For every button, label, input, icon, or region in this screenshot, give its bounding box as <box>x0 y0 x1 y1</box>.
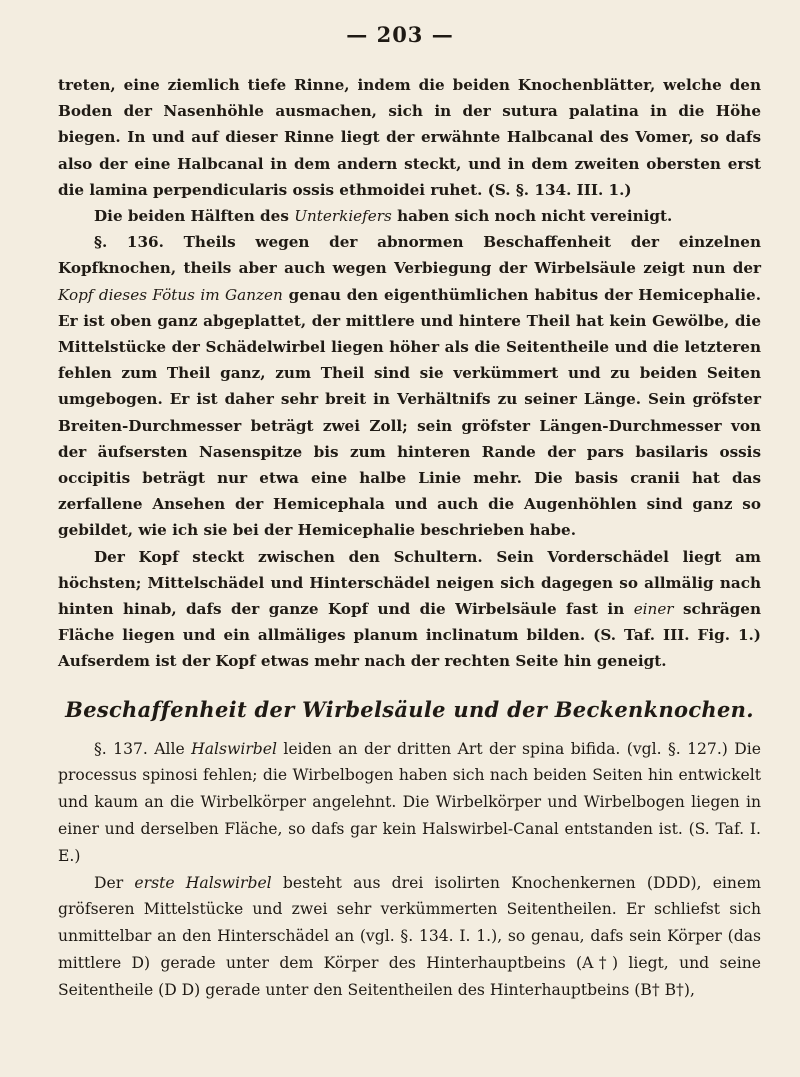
paragraph-p3 <box>58 229 761 543</box>
text-run: Die beiden Hälften des <box>94 207 295 226</box>
paragraph-p2 <box>58 203 761 229</box>
page-body <box>58 72 761 1004</box>
text-run: treten, eine ziemlich tiefe Rinne, indem die beiden Knochenblätter, welche den Boden der Nasenhöhle ausmachen, sich in der sutura palatina in die Höhe biegen. In und auf dieser Rinne liegt der erwähnte Halbcanal des Vomer, so dafs also der eine Halbcanal in dem andern steckt, und in dem zweiten obersten erst die lamina perpendicularis ossis ethmoidei ruhet. (S. §. 134. III. 1.) <box>58 76 761 199</box>
text-run: Der <box>94 873 135 892</box>
text-run: besteht aus drei isolirten Knochenkernen (DDD), einem gröfseren Mittelstücke und zwei sehr verkümmerten Seitentheilen. Er schliefst sich unmittelbar an den Hinterschädel an (vgl. §. 134. I. 1.), so genau, dafs sein Körper (das mittlere D) gerade unter dem Körper des Hinterhauptbeins (A†) liegt, und seine Seitentheile (D D) gerade unter den Seitentheilen des Hinterhauptbeins (B† B†), <box>58 873 761 999</box>
section-heading: Beschaffenheit der Wirbelsäule und der Beckenknochen. <box>65 696 754 722</box>
paragraph-s2 <box>58 870 761 1004</box>
italic-term: Unterkiefers <box>294 207 392 226</box>
page-number: — 203 — <box>346 22 454 47</box>
italic-term: erste Halswirbel <box>134 873 272 892</box>
paragraph-s1 <box>58 736 761 870</box>
text-run: schrägen Fläche liegen und ein allmäliges planum inclinatum bilden. (S. Taf. III. Fig. 1.) Aufserdem ist der Kopf etwas mehr nach der rechten Seite hin geneigt. <box>58 600 762 671</box>
text-run: §. 137. Alle <box>94 739 192 758</box>
text-run: Der Kopf steckt zwischen den Schultern. Sein Vorderschädel liegt am höchsten; Mittelschädel und Hinterschädel neigen sich dagegen so allmälig nach hinten hinab, dafs der ganze Kopf und die Wirbelsäule fast in <box>58 547 761 619</box>
italic-term: Kopf dieses Fötus im Ganzen <box>58 285 283 304</box>
text-run: leiden an der dritten Art der spina bifida. (vgl. §. 127.) Die processus spinosi fehlen; die Wirbelbogen haben sich nach beiden Seiten hin entwickelt und kaum an die Wirbelkörper angelehnt. Die Wirbelkörper und Wirbelbogen liegen in einer und derselben Fläche, so dafs gar kein Halswirbel-Canal entstanden ist. (S. Taf. I. E.) <box>58 739 761 865</box>
text-run: §. 136. Theils wegen der abnormen Beschaffenheit der einzelnen Kopfknochen, theils aber auch wegen Verbiegung der Wirbelsäule zeigt nun der <box>58 233 761 278</box>
section-spine <box>58 736 761 1004</box>
italic-term: einer <box>633 600 674 619</box>
paragraph-p1 <box>58 72 761 203</box>
section-skull <box>58 72 761 675</box>
text-run: haben sich noch nicht vereinigt. <box>391 207 673 226</box>
text-run: genau den eigenthümlichen habitus der Hemicephalie. Er ist oben ganz abgeplattet, der mittlere und hintere Theil hat kein Gewölbe, die Mittelstücke der Schädelwirbel liegen höher als die Seitentheile und die letzteren fehlen zum Theil ganz, zum Theil sind sie verkümmert und zu beiden Seiten umgebogen. Er ist daher sehr breit in Verhältnifs zu seiner Länge. Sein gröfster Breiten-Durchmesser beträgt zwei Zoll; sein gröfster Längen-Durchmesser von der äufsersten Nasenspitze bis zum hinteren Rande der pars basilaris ossis occipitis beträgt nur etwa eine halbe Linie mehr. Die basis cranii hat das zerfallene Ansehen der Hemicephala und auch die Augenhöhlen sind ganz so gebildet, wie ich sie bei der Hemicephalie beschrieben habe. <box>58 285 762 540</box>
paragraph-p4 <box>58 544 761 675</box>
italic-term: Halswirbel <box>191 739 277 758</box>
